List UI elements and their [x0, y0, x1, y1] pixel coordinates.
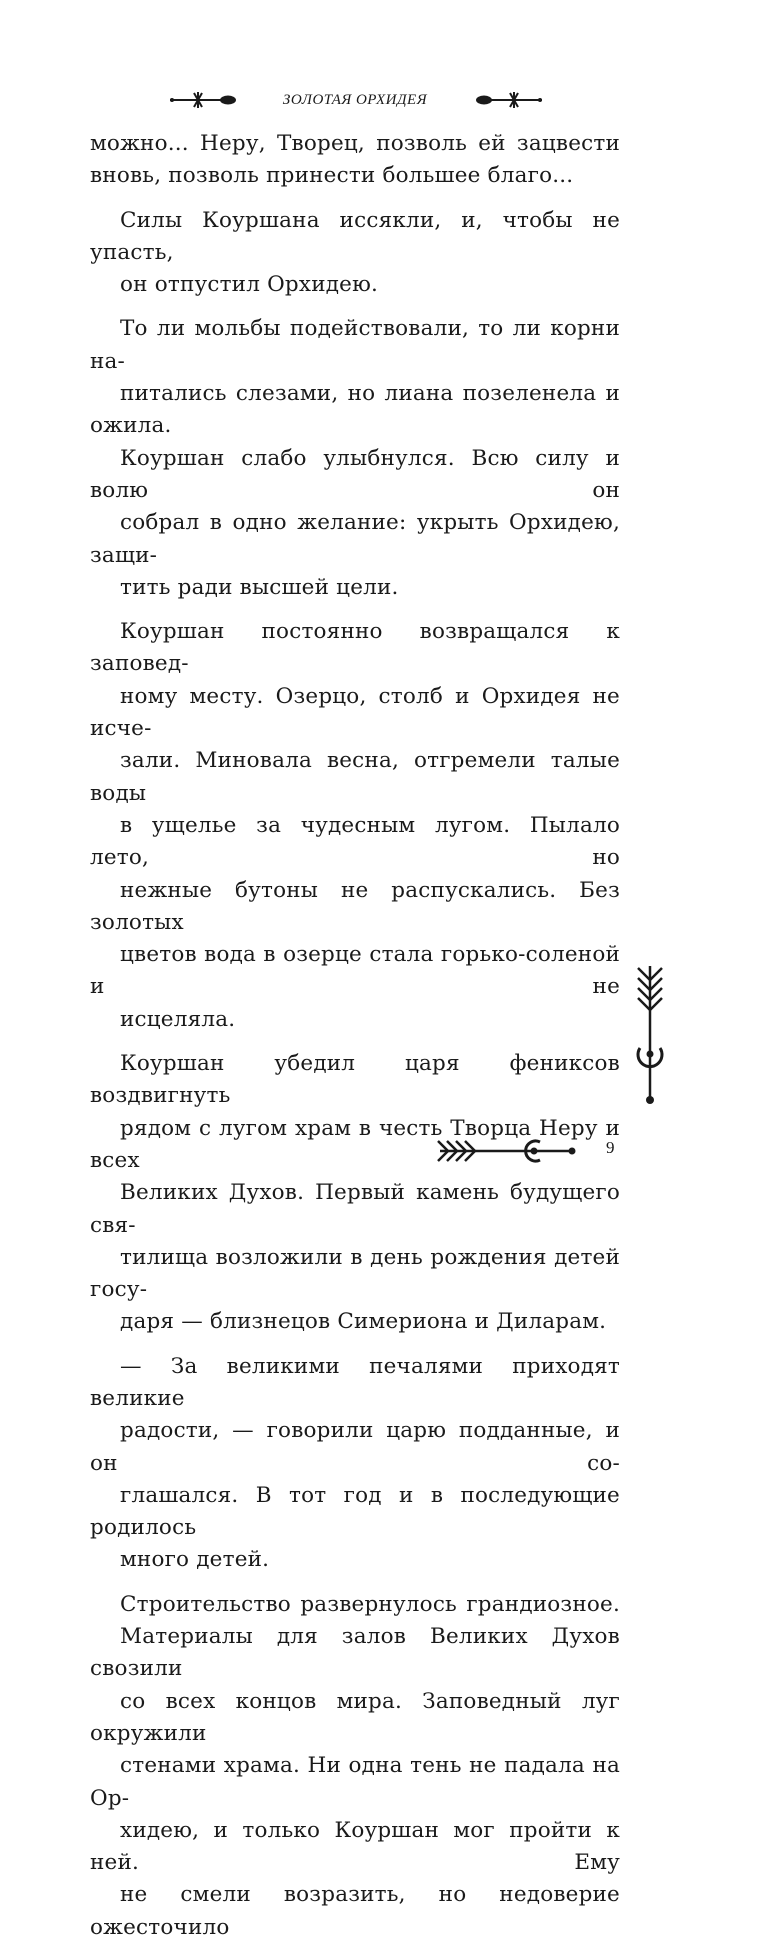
paragraph [90, 1048, 620, 1339]
text-line: глашался. В тот год и в последующие родилось [90, 1482, 620, 1541]
text-line: в ущелье за чудесным лугом. Пылало лето, но [90, 812, 620, 871]
text-line: тить ради высшей цели. [120, 574, 399, 600]
text-line: не смели возразить, но недоверие ожесточило [90, 1882, 620, 1940]
text-line: Материалы для залов Великих Духов свозили [90, 1624, 620, 1682]
page-number: 9 [606, 1138, 615, 1157]
text-line: рядом с лугом храм в честь Творца Неру и всех [90, 1115, 620, 1173]
text-line: радости, — говорили царю подданные, и он со- [90, 1418, 620, 1476]
text-line: Великих Духов. Первый камень будущего свя- [90, 1180, 620, 1238]
text-line: собрал в одно желание: укрыть Орхидею, защи- [90, 510, 620, 568]
text-line: Коуршан слабо улыбнулся. Всю силу и волю он [90, 445, 620, 503]
text-line: ному месту. Озерцо, столб и Орхидея не исче- [90, 683, 620, 742]
running-header-title: ЗОЛОТАЯ ОРХИДЕЯ [282, 92, 428, 108]
body-text [90, 128, 620, 1956]
text-line: вновь, позволь принести большее благо... [90, 163, 574, 189]
text-line: со всех концов мира. Заповедный луг окружили [90, 1688, 620, 1746]
text-line: цветов вода в озерце стала горько-соленой и не [90, 942, 620, 1000]
text-line: Коуршан постоянно возвращался к заповед- [90, 619, 620, 677]
paragraph [90, 1589, 620, 1944]
text-line: он отпустил Орхидею. [120, 272, 379, 298]
text-line: нежные бутоны не распускались. Без золотых [90, 877, 620, 935]
paragraph [90, 616, 620, 1036]
footer-arrow-ornament [436, 1138, 578, 1164]
paragraph [90, 205, 620, 302]
paragraph [90, 313, 620, 604]
paragraph [90, 1351, 620, 1577]
paragraph [90, 128, 620, 193]
text-line: — За великими печалями приходят великие [90, 1353, 620, 1411]
text-line: Коуршан убедил царя фениксов воздвигнуть [90, 1051, 620, 1109]
text-line: стенами храма. Ни одна тень не падала на Ор- [90, 1753, 620, 1811]
text-line: даря — близнецов Симериона и Диларам. [120, 1309, 607, 1335]
header-ornament-right [470, 92, 542, 108]
text-line: зали. Миновала весна, отгремели талые воды [90, 748, 620, 806]
text-line: Строительство развернулось грандиозное. [120, 1591, 620, 1617]
text-line: Силы Коуршана иссякли, и, чтобы не упасть, [90, 207, 620, 265]
text-line: питались слезами, но лиана позеленела и ожила. [90, 381, 620, 439]
text-line: хидею, и только Коуршан мог пройти к ней. Ему [90, 1817, 620, 1876]
text-line: тилища возложили в день рождения детей госу- [90, 1244, 620, 1303]
text-line: исцеляла. [120, 1006, 236, 1032]
text-line: То ли мольбы подействовали, то ли корни на- [90, 316, 620, 374]
margin-arrow-ornament [632, 966, 668, 1106]
text-line: много детей. [120, 1547, 270, 1573]
text-line: можно... Неру, Творец, позволь ей зацвести [90, 131, 620, 156]
